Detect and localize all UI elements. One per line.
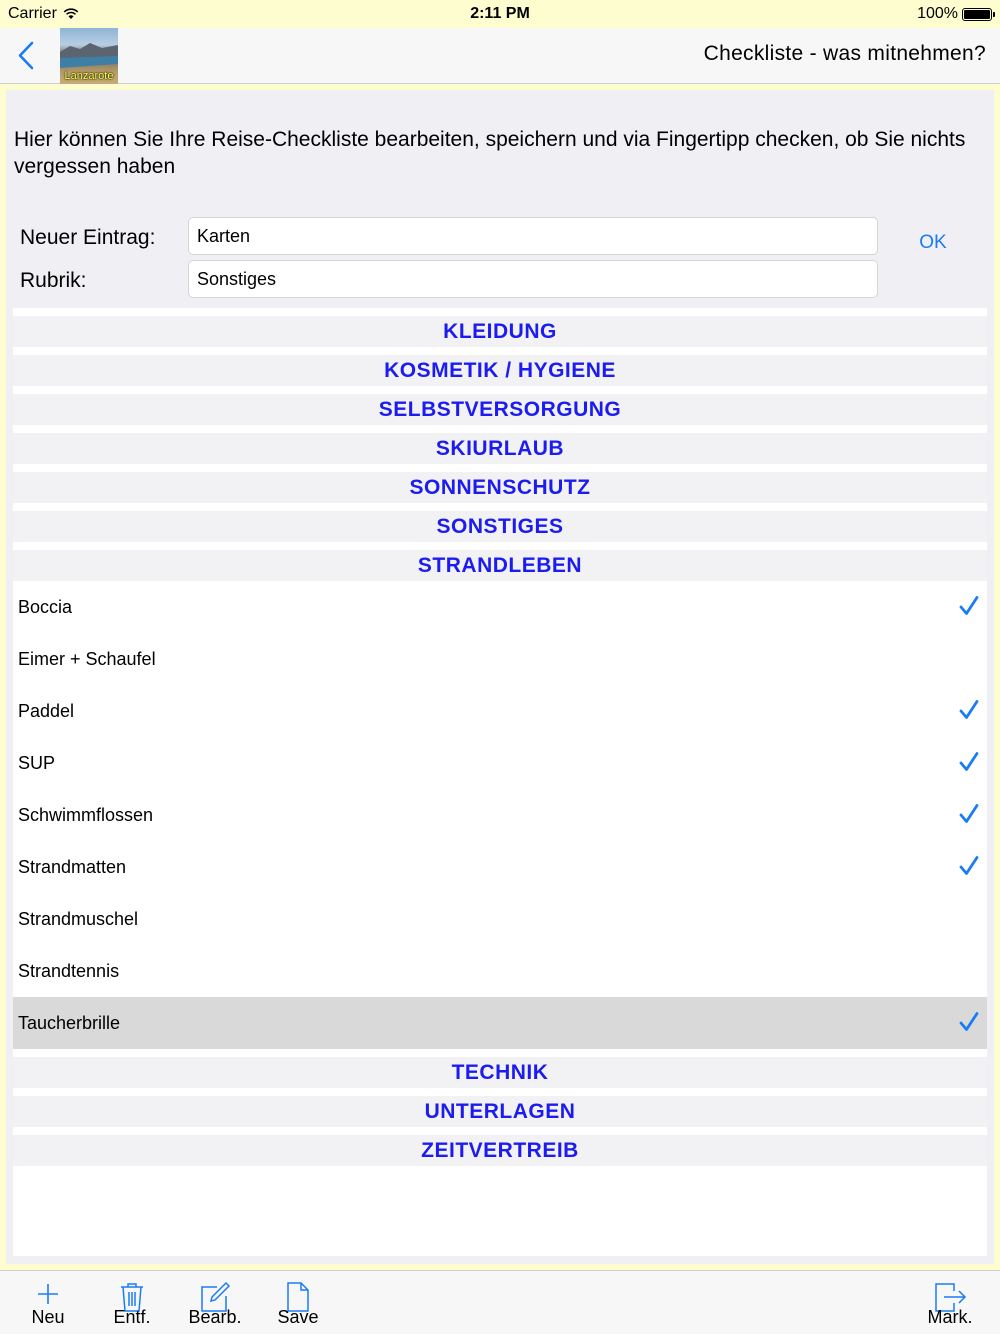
category-label: Rubrik: <box>20 269 87 292</box>
list-item[interactable] <box>13 737 987 789</box>
list-item[interactable] <box>13 581 987 633</box>
mark-button-label: Mark. <box>927 1307 973 1327</box>
section-header-technik[interactable]: TECHNIK <box>13 1049 987 1088</box>
item-label: Strandtennis <box>18 960 120 981</box>
item-label: Eimer + Schaufel <box>18 648 156 669</box>
thumbnail-caption: Lanzarote <box>64 70 114 82</box>
item-label: Paddel <box>18 700 75 721</box>
checkmark-icon <box>959 1011 979 1033</box>
bottom-toolbar <box>0 1270 1000 1334</box>
page-title: Checkliste - was mitnehmen? <box>703 42 986 65</box>
status-bar <box>0 0 1000 28</box>
item-label: SUP <box>18 752 56 773</box>
clock: 2:11 PM <box>470 5 530 22</box>
destination-thumbnail[interactable] <box>60 28 118 84</box>
item-label: Strandmuschel <box>18 908 139 929</box>
section-header-strandleben[interactable]: STRANDLEBEN <box>13 542 987 581</box>
section-header-unterlagen[interactable]: UNTERLAGEN <box>13 1088 987 1127</box>
section-header-kleidung[interactable]: KLEIDUNG <box>13 308 987 347</box>
plus-icon <box>35 1281 61 1307</box>
item-label: Taucherbrille <box>18 1012 121 1033</box>
checkmark-icon <box>959 699 979 721</box>
new-button[interactable] <box>18 1281 78 1333</box>
list-item[interactable] <box>13 893 987 945</box>
item-label: Strandmatten <box>18 856 127 877</box>
content-panel <box>6 90 994 1264</box>
list-item[interactable] <box>13 841 987 893</box>
section-header-selbstversorgung[interactable]: SELBSTVERSORGUNG <box>13 386 987 425</box>
delete-button-label: Entf. <box>113 1307 151 1327</box>
section-header-zeitvertreib[interactable]: ZEITVERTREIB <box>13 1127 987 1166</box>
section-header-sonnenschutz[interactable]: SONNENSCHUTZ <box>13 464 987 503</box>
intro-text: Hier können Sie Ihre Reise-Checkliste bearbeiten, speichern und via Fingertipp checken, ob Sie nichts vergessen haben <box>14 128 966 178</box>
edit-button[interactable] <box>185 1281 245 1333</box>
checkmark-icon <box>959 595 979 617</box>
mark-button[interactable] <box>920 1281 980 1333</box>
chevron-left-icon <box>12 38 46 74</box>
back-button[interactable] <box>12 38 46 74</box>
section-header-kosmetik-hygiene[interactable]: KOSMETIK / HYGIENE <box>13 347 987 386</box>
list-item[interactable] <box>13 685 987 737</box>
edit-button-label: Bearb. <box>188 1307 242 1327</box>
new-entry-input[interactable] <box>188 217 878 255</box>
save-button[interactable] <box>268 1281 328 1333</box>
checkmark-icon <box>959 855 979 877</box>
list-item[interactable] <box>13 633 987 685</box>
battery-icon <box>962 8 992 21</box>
delete-button[interactable] <box>102 1281 162 1333</box>
checkmark-icon <box>959 803 979 825</box>
category-input[interactable] <box>188 260 878 298</box>
navigation-bar <box>0 28 1000 84</box>
section-header-sonstiges[interactable]: SONSTIGES <box>13 503 987 542</box>
list-item[interactable] <box>13 789 987 841</box>
save-button-label: Save <box>277 1307 319 1327</box>
battery-percent: 100% <box>917 5 958 22</box>
checklist-table <box>13 308 987 1256</box>
item-label: Boccia <box>18 596 73 617</box>
ok-button[interactable]: OK <box>919 232 947 253</box>
section-header-skiurlaub[interactable]: SKIURLAUB <box>13 425 987 464</box>
carrier-label: Carrier <box>8 5 57 22</box>
checkmark-icon <box>959 751 979 773</box>
list-item[interactable] <box>13 945 987 997</box>
new-button-label: Neu <box>31 1307 65 1327</box>
new-entry-label: Neuer Eintrag: <box>20 226 156 249</box>
battery-indicator <box>917 5 992 23</box>
item-label: Schwimmflossen <box>18 804 154 825</box>
list-item-selected[interactable] <box>13 997 987 1049</box>
